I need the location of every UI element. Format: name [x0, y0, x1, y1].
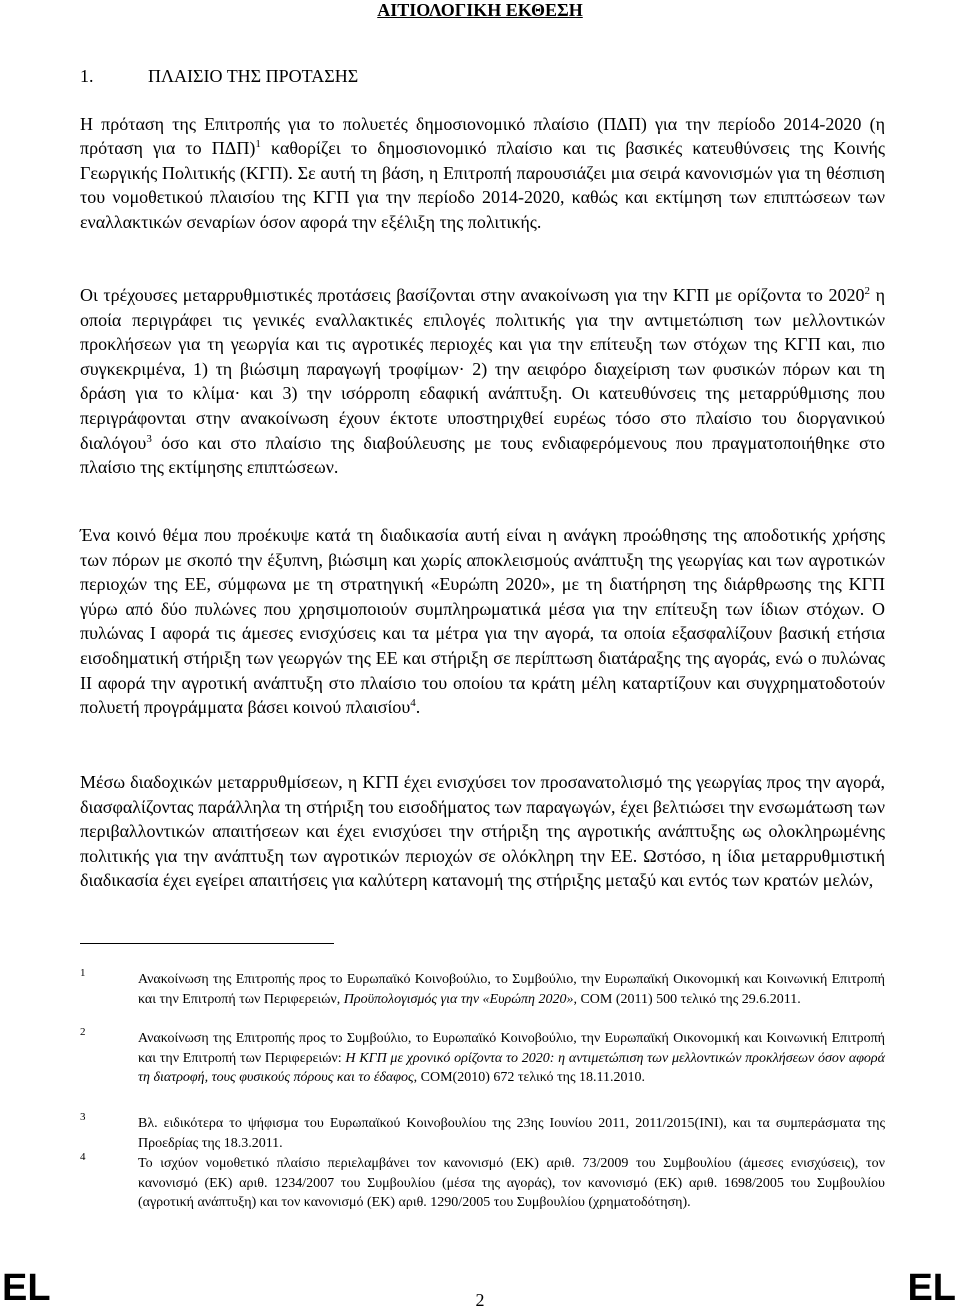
footnote-2-text-a: Ανακοίνωση της Επιτροπής προς το Συμβούλιο, το Ευρωπαϊκό Κοινοβούλιο, την Ευρωπαϊκή Οικονομική και Κοινωνική Επιτροπή και την Επιτροπή των Περιφερειών: — [138, 1031, 885, 1066]
paragraph-3-text-a: Ένα κοινό θέμα που προέκυψε κατά τη διαδικασία αυτή είναι η ανάγκη προώθησης της αποδοτικής χρήσης των πόρων με σκοπό την έξυπνη, βιώσιμη και χωρίς αποκλεισμούς ανάπτυξη της γεωργίας και των αγροτικών περιοχών της ΕΕ, σύμφωνα με τη στρατηγική «Ευρώπη 2020», με τη διατήρηση της διάρθρωσης της ΚΓΠ γύρω από δύο πυλώνες που χρησιμοποιούν συμπληρωματικά μέσα για την επίτευξη των ίδιων στόχων. Ο πυλώνας I αφορά τις άμεσες ενισχύσεις και τα μέτρα για την αγορά, τα οποία εξασφαλίζουν βασική ετήσια εισοδηματική στήριξη των γεωργών της ΕΕ και στήριξη σε περίπτωση διατάραξης της αγοράς, ενώ ο πυλώνας II αφορά την αγροτική ανάπτυξη στο πλαίσιο του οποίου τα κράτη μέλη καταρτίζουν και συγχρηματοδοτούν πολυετή προγράμματα βάσει κοινού πλαισίου — [80, 525, 885, 718]
footnote-ref-2: 2 — [864, 285, 870, 297]
footnote-ref-3: 3 — [146, 432, 152, 445]
footnote-2-text — [138, 1029, 885, 1088]
footnote-1-italic: Προϋπολογισμός για την «Ευρώπη 2020» — [343, 991, 574, 1007]
paragraph-3 — [80, 523, 885, 720]
section-number: 1. — [80, 66, 94, 86]
footnote-3 — [80, 1111, 885, 1153]
language-code-left: EL — [2, 1267, 51, 1309]
footnote-1 — [80, 967, 885, 1009]
paragraph-2-text-c: όσο και στο πλαίσιο της διαβούλευσης με τους ενδιαφερόμενους που πραγματοποιήθηκε στο πλαίσιο της εκτίμησης επιπτώσεων. — [80, 432, 885, 478]
paragraph-2 — [80, 283, 885, 480]
paragraph-4 — [80, 770, 885, 893]
footnote-2-italic: Η ΚΓΠ με χρονικό ορίζοντα το 2020: η αντιμετώπιση των μελλοντικών προκλήσεων όσον αφορά τη διατροφή, τους φυσικούς πόρους και το έδαφος — [138, 1050, 886, 1086]
footnote-4-text-a: Το ισχύον νομοθετικό πλαίσιο περιελαμβάνει τον κανονισμό (ΕΚ) αριθ. 73/2009 του Συμβουλίου (άμεσες ενισχύσεις), τον κανονισμό (ΕΚ) αριθ. 1234/2007 του Συμβουλίου (μέσα της αγοράς), τον κανονισμό (ΕΚ) αριθ. 1698/2005 του Συμβουλίου (αγροτική ανάπτυξη) και τον κανονισμό (ΕΚ) αριθ. 1290/2005 του Συμβουλίου (χρηματοδότηση). — [138, 1156, 885, 1211]
footnote-1-text-b: , COM (2011) 500 τελικό της 29.6.2011. — [573, 991, 801, 1007]
footnote-2-number: 2 — [80, 1026, 86, 1038]
language-code-right: EL — [907, 1267, 956, 1309]
section-heading — [80, 64, 358, 88]
paragraph-1 — [80, 112, 885, 234]
footnote-3-text-a: Βλ. ειδικότερα το ψήφισμα του Ευρωπαϊκού Κοινοβουλίου της 23ης Ιουνίου 2011, 2011/2015(INI), και τα συμπεράσματα της Προεδρίας της 18.3.2011. — [138, 1116, 885, 1151]
footnote-3-number: 3 — [80, 1111, 86, 1123]
footnote-1-text — [138, 970, 885, 1009]
footnote-2-text-b: , COM(2010) 672 τελικό της 18.11.2010. — [413, 1070, 645, 1086]
paragraph-4-text-a: Μέσω διαδοχικών μεταρρυθμίσεων, η ΚΓΠ έχει ενισχύσει τον προσανατολισμό της γεωργίας προς την αγορά, διασφαλίζοντας παράλληλα τη στήριξη του εισοδήματος των παραγωγών, έχει βελτιώσει την ενσωμάτωση των περιβαλλοντικών απαιτήσεων και έχει ενισχύσει την στήριξη της αγροτικής ανάπτυξης ως ολοκληρωμένης πολιτικής για την ανάπτυξη των αγροτικών περιοχών σε ολόκληρη την ΕΕ. Ωστόσο, η ίδια μεταρρυθμιστική διαδικασία έχει εγείρει απαιτήσεις για καλύτερη κατανομή της στήριξης μεταξύ και εντός των κρατών μελών, — [80, 772, 885, 891]
paragraph-2-text-b: η οποία περιγράφει τις γενικές εναλλακτικές επιλογές πολιτικής για την αντιμετώπιση των μελλοντικών προκλήσεων για τη γεωργία και τις αγροτικές περιοχές και για την επίτευξη των στόχων της ΚΓΠ και, πιο συγκεκριμένα, 1) τη βιώσιμη παραγωγή τροφίμων· 2) την αειφόρο διαχείριση των φυσικών πόρων και τη δράση για το κλίμα· και 3) την ισόρροπη εδαφική ανάπτυξη. Οι κατευθύνσεις της μεταρρύθμισης που περιγράφονται στην ανακοίνωση έχουν έκτοτε υποστηριχθεί ευρέως τόσο στο πλαίσιο του διοργανικού διαλόγου — [80, 285, 886, 453]
paragraph-3-text-b: . — [415, 697, 421, 718]
footnote-1-number: 1 — [80, 967, 86, 979]
document-title: ΑΙΤΙΟΛΟΓΙΚΗ ΕΚΘΕΣΗ — [377, 0, 583, 20]
footnote-ref-4: 4 — [410, 697, 416, 710]
footnote-2 — [80, 1026, 886, 1088]
footnote-separator — [80, 943, 334, 944]
paragraph-2-text-a: Οι τρέχουσες μεταρρυθμιστικές προτάσεις βασίζονται στην ανακοίνωση για την ΚΓΠ με ορίζοντα το 2020 — [80, 285, 865, 305]
footnote-1-text-a: Ανακοίνωση της Επιτροπής προς το Ευρωπαϊκό Κοινοβούλιο, το Συμβούλιο, την Ευρωπαϊκή Οικονομική και Κοινωνική Επιτροπή και την Επιτροπή των Περιφερειών, — [138, 972, 885, 1007]
section-title: ΠΛΑΙΣΙΟ ΤΗΣ ΠΡΟΤΑΣΗΣ — [148, 66, 359, 86]
page-number: 2 — [475, 1290, 485, 1310]
paragraph-1-text-b: καθορίζει το δημοσιονομικό πλαίσιο και τις βασικές κατευθύνσεις της Κοινής Γεωργικής Πολιτικής (ΚΓΠ). Σε αυτή τη βάση, η Επιτροπή παρουσιάζει μια σειρά κανονισμών για τη θέσπιση του νομοθετικού πλαισίου της ΚΓΠ για την περίοδο 2014-2020, καθώς και εκτίμηση των επιπτώσεων των εναλλακτικών σεναρίων όσον αφορά την εξέλιξη της πολιτικής. — [80, 138, 885, 232]
footnote-4 — [80, 1151, 885, 1213]
footnote-3-text — [138, 1114, 885, 1153]
footnote-4-text — [138, 1154, 885, 1213]
paragraph-1-text-a: Η πρόταση της Επιτροπής για το πολυετές δημοσιονομικό πλαίσιο (ΠΔΠ) για την περίοδο 2014-2020 (η πρόταση για το ΠΔΠ) — [80, 114, 885, 159]
footnote-4-number: 4 — [80, 1151, 86, 1163]
footnote-ref-1: 1 — [255, 138, 261, 151]
